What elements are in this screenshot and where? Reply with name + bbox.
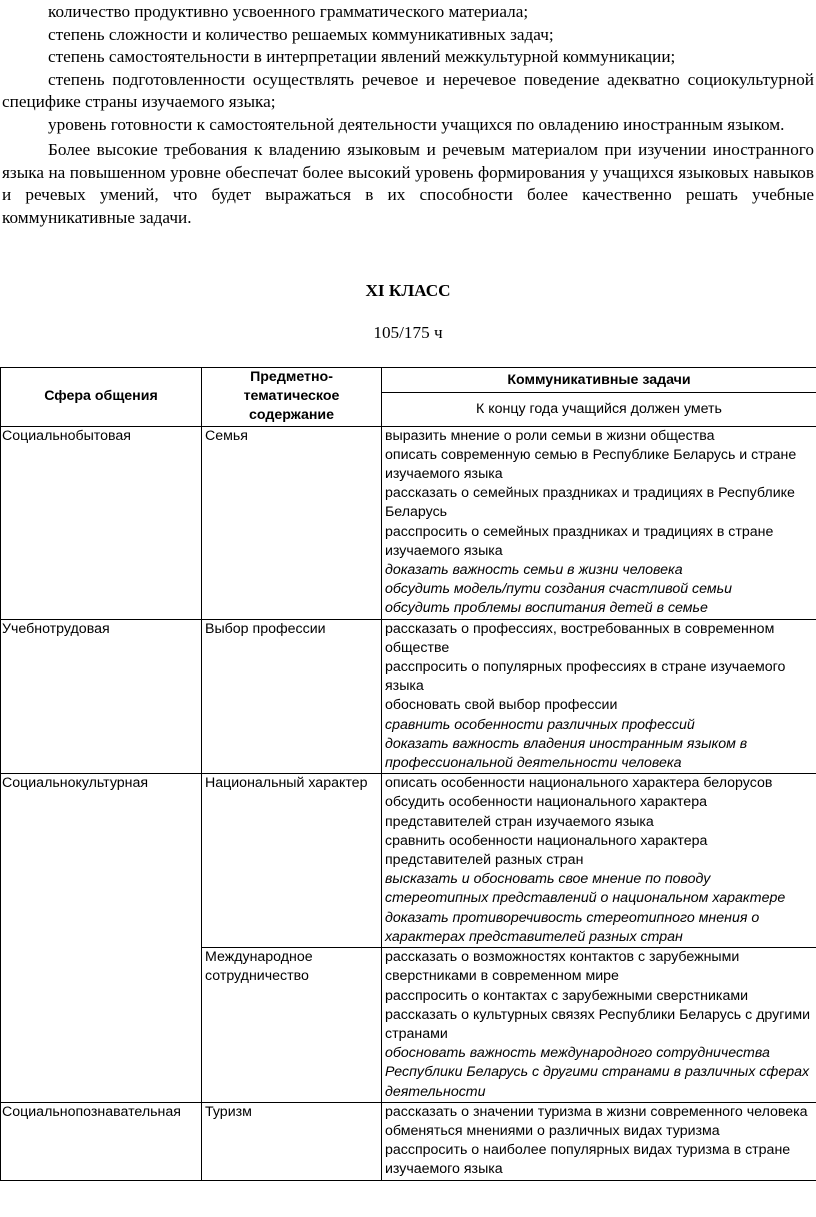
intro-text: [0, 1, 816, 229]
task-item: расспросить о семейных праздниках и традициях в стране изучаемого языка: [385, 523, 774, 559]
sphere-cell: Социальнокультурная: [1, 774, 202, 1102]
intro-paragraph: уровень готовности к самостоятельной деятельности учащихся по овладению иностранным языком.: [48, 114, 785, 134]
task-item: выразить мнение о роли семьи в жизни общества: [385, 427, 715, 444]
topic-cell: Выбор профессии: [202, 619, 382, 774]
topic-cell: Семья: [202, 426, 382, 619]
curriculum-table: [0, 367, 816, 1181]
table-header-row: [1, 368, 816, 393]
task-item: расспросить о наиболее популярных видах туризма в стране изучаемого языка: [385, 1142, 791, 1178]
topic-cell: Туризм: [202, 1102, 382, 1180]
task-item: обосновать свой выбор профессии: [385, 697, 618, 714]
topic-cell: Национальный характер: [202, 774, 382, 948]
table-row: [1, 426, 816, 619]
intro-line: степень самостоятельности в интерпретации явлений межкультурной коммуникации;: [48, 47, 676, 66]
requirements-paragraph: Более высокие требования к владению языковым и речевым материалом при изучении иностранного языка на повышенном уровне обеспечат более высокий уровень формирования у учащихся языковых навыков и речевых умений, что будет выражаться в их способности более качественно решать учебные коммуникативные задачи.: [2, 140, 814, 227]
sphere-cell: Учебнотрудовая: [1, 619, 202, 774]
tasks-cell: [382, 1102, 816, 1180]
header-tasks: Коммуникативные задачи: [382, 368, 816, 393]
class-title: XI КЛАСС: [365, 281, 451, 300]
task-item: описать особенности национального характера белорусов: [385, 775, 773, 792]
task-item: рассказать о культурных связях Республики Беларусь с другими странами: [385, 1006, 811, 1042]
header-topic: Предметно-тематическое содержание: [202, 368, 382, 427]
topic-cell: Международное сотрудничество: [202, 948, 382, 1103]
sphere-cell: Социальнопознавательная: [1, 1102, 202, 1180]
task-item: рассказать о возможностях контактов с зарубежными сверстниками в современном мире: [385, 949, 740, 985]
table-row: [1, 619, 816, 774]
tasks-cell: [382, 426, 816, 619]
header-tasks-sub: К концу года учащийся должен уметь: [382, 393, 816, 426]
task-item: рассказать о профессиях, востребованных в современном обществе: [385, 620, 775, 656]
task-item: рассказать о семейных праздниках и традициях в Республике Беларусь: [385, 485, 795, 521]
task-item: высказать и обосновать свое мнение по поводу стереотипных представлений о национальном характере: [385, 871, 786, 907]
table-body: [1, 426, 816, 1180]
table-row: [1, 1102, 816, 1180]
task-item: расспросить о контактах с зарубежными сверстниками: [385, 987, 749, 1004]
task-item: обосновать важность международного сотрудничества Республики Беларусь с другими странами в различных сферах деятельности: [385, 1045, 810, 1100]
task-item: рассказать о значении туризма в жизни современного человека: [385, 1103, 808, 1120]
tasks-cell: [382, 619, 816, 774]
task-item: сравнить особенности различных профессий: [385, 716, 695, 733]
intro-line: степень сложности и количество решаемых коммуникативных задач;: [48, 24, 554, 44]
sphere-cell: Социальнобытовая: [1, 426, 202, 619]
tasks-cell: [382, 948, 816, 1103]
table-row: [1, 774, 816, 948]
task-item: доказать важность владения иностранным языком в профессиональной деятельности человека: [385, 735, 748, 772]
header-sphere: Сфера общения: [1, 368, 202, 427]
task-item: обменяться мнениями о различных видах туризма: [385, 1122, 720, 1139]
tasks-cell: [382, 774, 816, 948]
task-item: расспросить о популярных профессиях в стране изучаемого языка: [385, 659, 786, 695]
task-item: доказать важность семьи в жизни человека: [385, 562, 683, 579]
task-item: сравнить особенности национального характера представителей разных стран: [385, 832, 708, 869]
task-item: обсудить особенности национального характера представителей стран изучаемого языка: [385, 794, 707, 830]
hours-label: 105/175 ч: [373, 323, 443, 342]
intro-line: количество продуктивно усвоенного грамматического материала;: [48, 2, 529, 21]
task-item: обсудить модель/пути создания счастливой семьи: [385, 581, 732, 598]
task-item: описать современную семью в Республике Беларусь и стране изучаемого языка: [385, 446, 797, 483]
intro-paragraph: степень подготовленности осуществлять речевое и неречевое поведение адекватно социокультурной специфике страны изучаемого языка;: [2, 69, 814, 111]
task-item: доказать противоречивость стереотипного мнения о характерах представителей разных стран: [385, 909, 760, 945]
task-item: обсудить проблемы воспитания детей в семье: [385, 600, 708, 617]
